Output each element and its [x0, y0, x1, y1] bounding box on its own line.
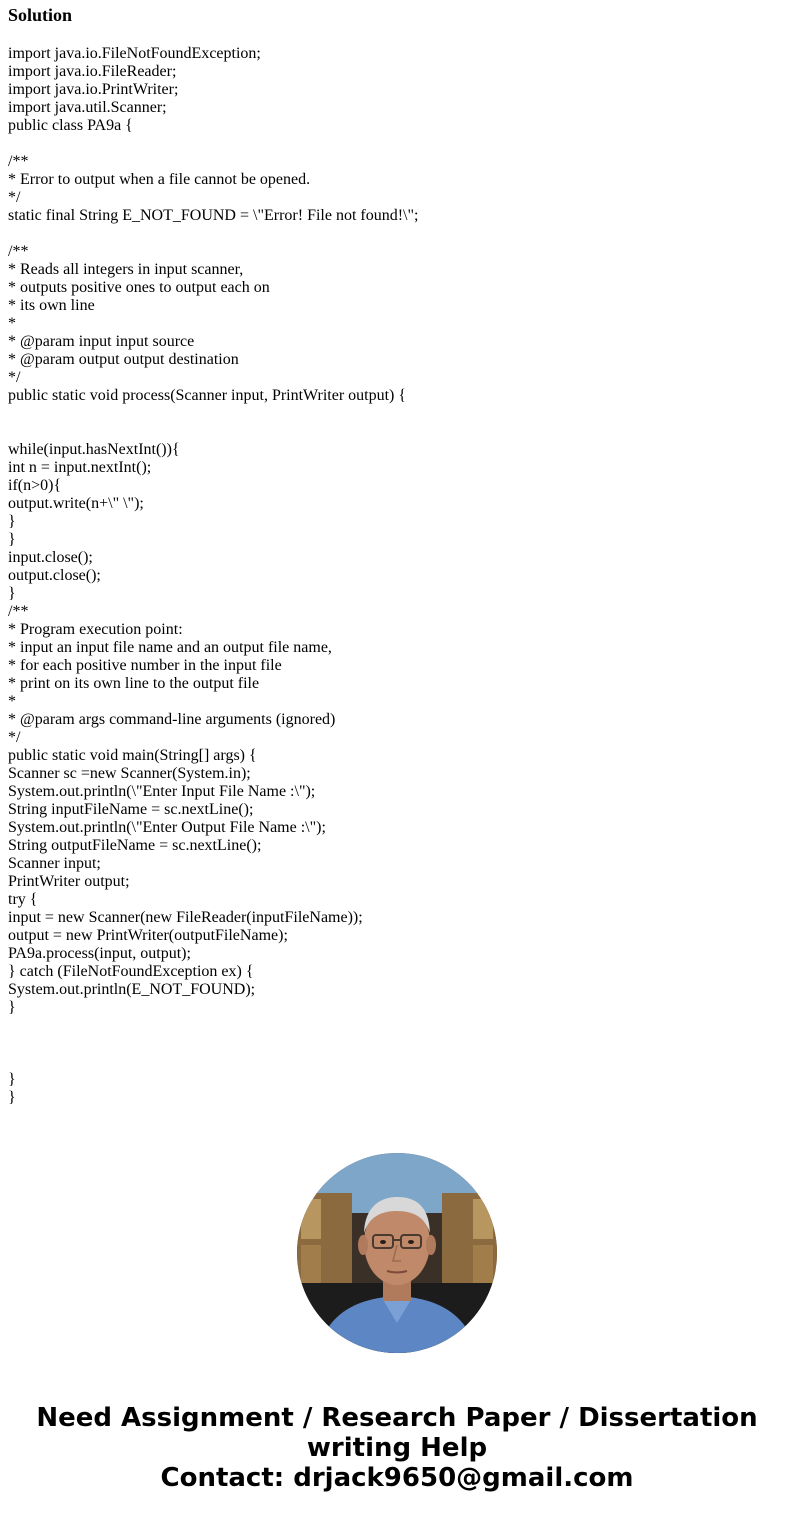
code-line: int n = input.nextInt();: [8, 459, 152, 476]
code-line: * Program execution point:: [8, 621, 183, 638]
code-line: }: [8, 513, 16, 530]
code-line: PA9a.process(input, output);: [8, 945, 191, 962]
code-line: String outputFileName = sc.nextLine();: [8, 837, 262, 854]
code-line: } catch (FileNotFoundException ex) {: [8, 963, 254, 980]
code-line: System.out.println(\"Enter Input File Name :\");: [8, 783, 316, 800]
code-line: [8, 1053, 778, 1071]
code-line: if(n>0){: [8, 477, 62, 494]
code-line: String inputFileName = sc.nextLine();: [8, 801, 254, 818]
code-line: * its own line: [8, 297, 95, 314]
code-line: */: [8, 369, 21, 386]
code-line: * input an input file name and an output file name,: [8, 639, 332, 656]
code-line: Scanner input;: [8, 855, 101, 872]
code-line: static final String E_NOT_FOUND = \"Error! File not found!\";: [8, 207, 419, 224]
code-line: import java.io.FileReader;: [8, 63, 177, 80]
code-line: * Reads all integers in input scanner,: [8, 261, 244, 278]
code-line: }: [8, 531, 16, 548]
code-line: import java.util.Scanner;: [8, 99, 167, 116]
code-line: [8, 135, 778, 153]
code-line: */: [8, 189, 21, 206]
code-line: * outputs positive ones to output each on: [8, 279, 270, 296]
code-line: * @param output output destination: [8, 351, 239, 368]
code-line: }: [8, 585, 16, 602]
promo-line-2: writing Help: [306, 1433, 488, 1463]
code-line: try {: [8, 891, 38, 908]
code-line: *: [8, 693, 16, 710]
code-line: }: [8, 1071, 16, 1088]
code-line: * print on its own line to the output file: [8, 675, 260, 692]
code-line: * @param input input source: [8, 333, 195, 350]
code-line: [8, 1017, 778, 1035]
code-line: Scanner sc =new Scanner(System.in);: [8, 765, 251, 782]
code-line: }: [8, 1089, 16, 1106]
code-line: System.out.println(E_NOT_FOUND);: [8, 981, 256, 998]
code-line: [8, 225, 778, 243]
code-line: * for each positive number in the input file: [8, 657, 282, 674]
code-line: * @param args command-line arguments (ignored): [8, 711, 336, 728]
author-photo: [297, 1153, 497, 1353]
promo-line-1: Need Assignment / Research Paper / Dissertation: [36, 1403, 758, 1433]
promo-banner: [0, 1403, 794, 1493]
code-line: * Error to output when a file cannot be opened.: [8, 171, 311, 188]
code-line: }: [8, 999, 16, 1016]
code-line: PrintWriter output;: [8, 873, 130, 890]
code-line: [8, 423, 778, 441]
code-line: public static void process(Scanner input, PrintWriter output) {: [8, 387, 407, 404]
code-line: output.write(n+\" \");: [8, 495, 144, 512]
code-line: /**: [8, 603, 29, 620]
code-line: System.out.println(\"Enter Output File Name :\");: [8, 819, 326, 836]
code-line: input.close();: [8, 549, 93, 566]
solution-heading: Solution: [8, 5, 73, 25]
code-line: public static void main(String[] args) {: [8, 747, 257, 764]
code-line: import java.io.PrintWriter;: [8, 81, 179, 98]
code-line: while(input.hasNextInt()){: [8, 441, 180, 458]
code-line: /**: [8, 243, 29, 260]
code-line: /**: [8, 153, 29, 170]
code-line: [8, 405, 778, 423]
code-line: output = new PrintWriter(outputFileName);: [8, 927, 288, 944]
code-line: *: [8, 315, 16, 332]
code-line: import java.io.FileNotFoundException;: [8, 45, 261, 62]
promo-line-3: Contact: drjack9650@gmail.com: [160, 1463, 634, 1493]
code-line: public class PA9a {: [8, 117, 133, 134]
code-block: [8, 45, 778, 1107]
code-line: input = new Scanner(new FileReader(inputFileName));: [8, 909, 363, 926]
code-line: */: [8, 729, 21, 746]
code-line: output.close();: [8, 567, 101, 584]
code-line: [8, 1035, 778, 1053]
